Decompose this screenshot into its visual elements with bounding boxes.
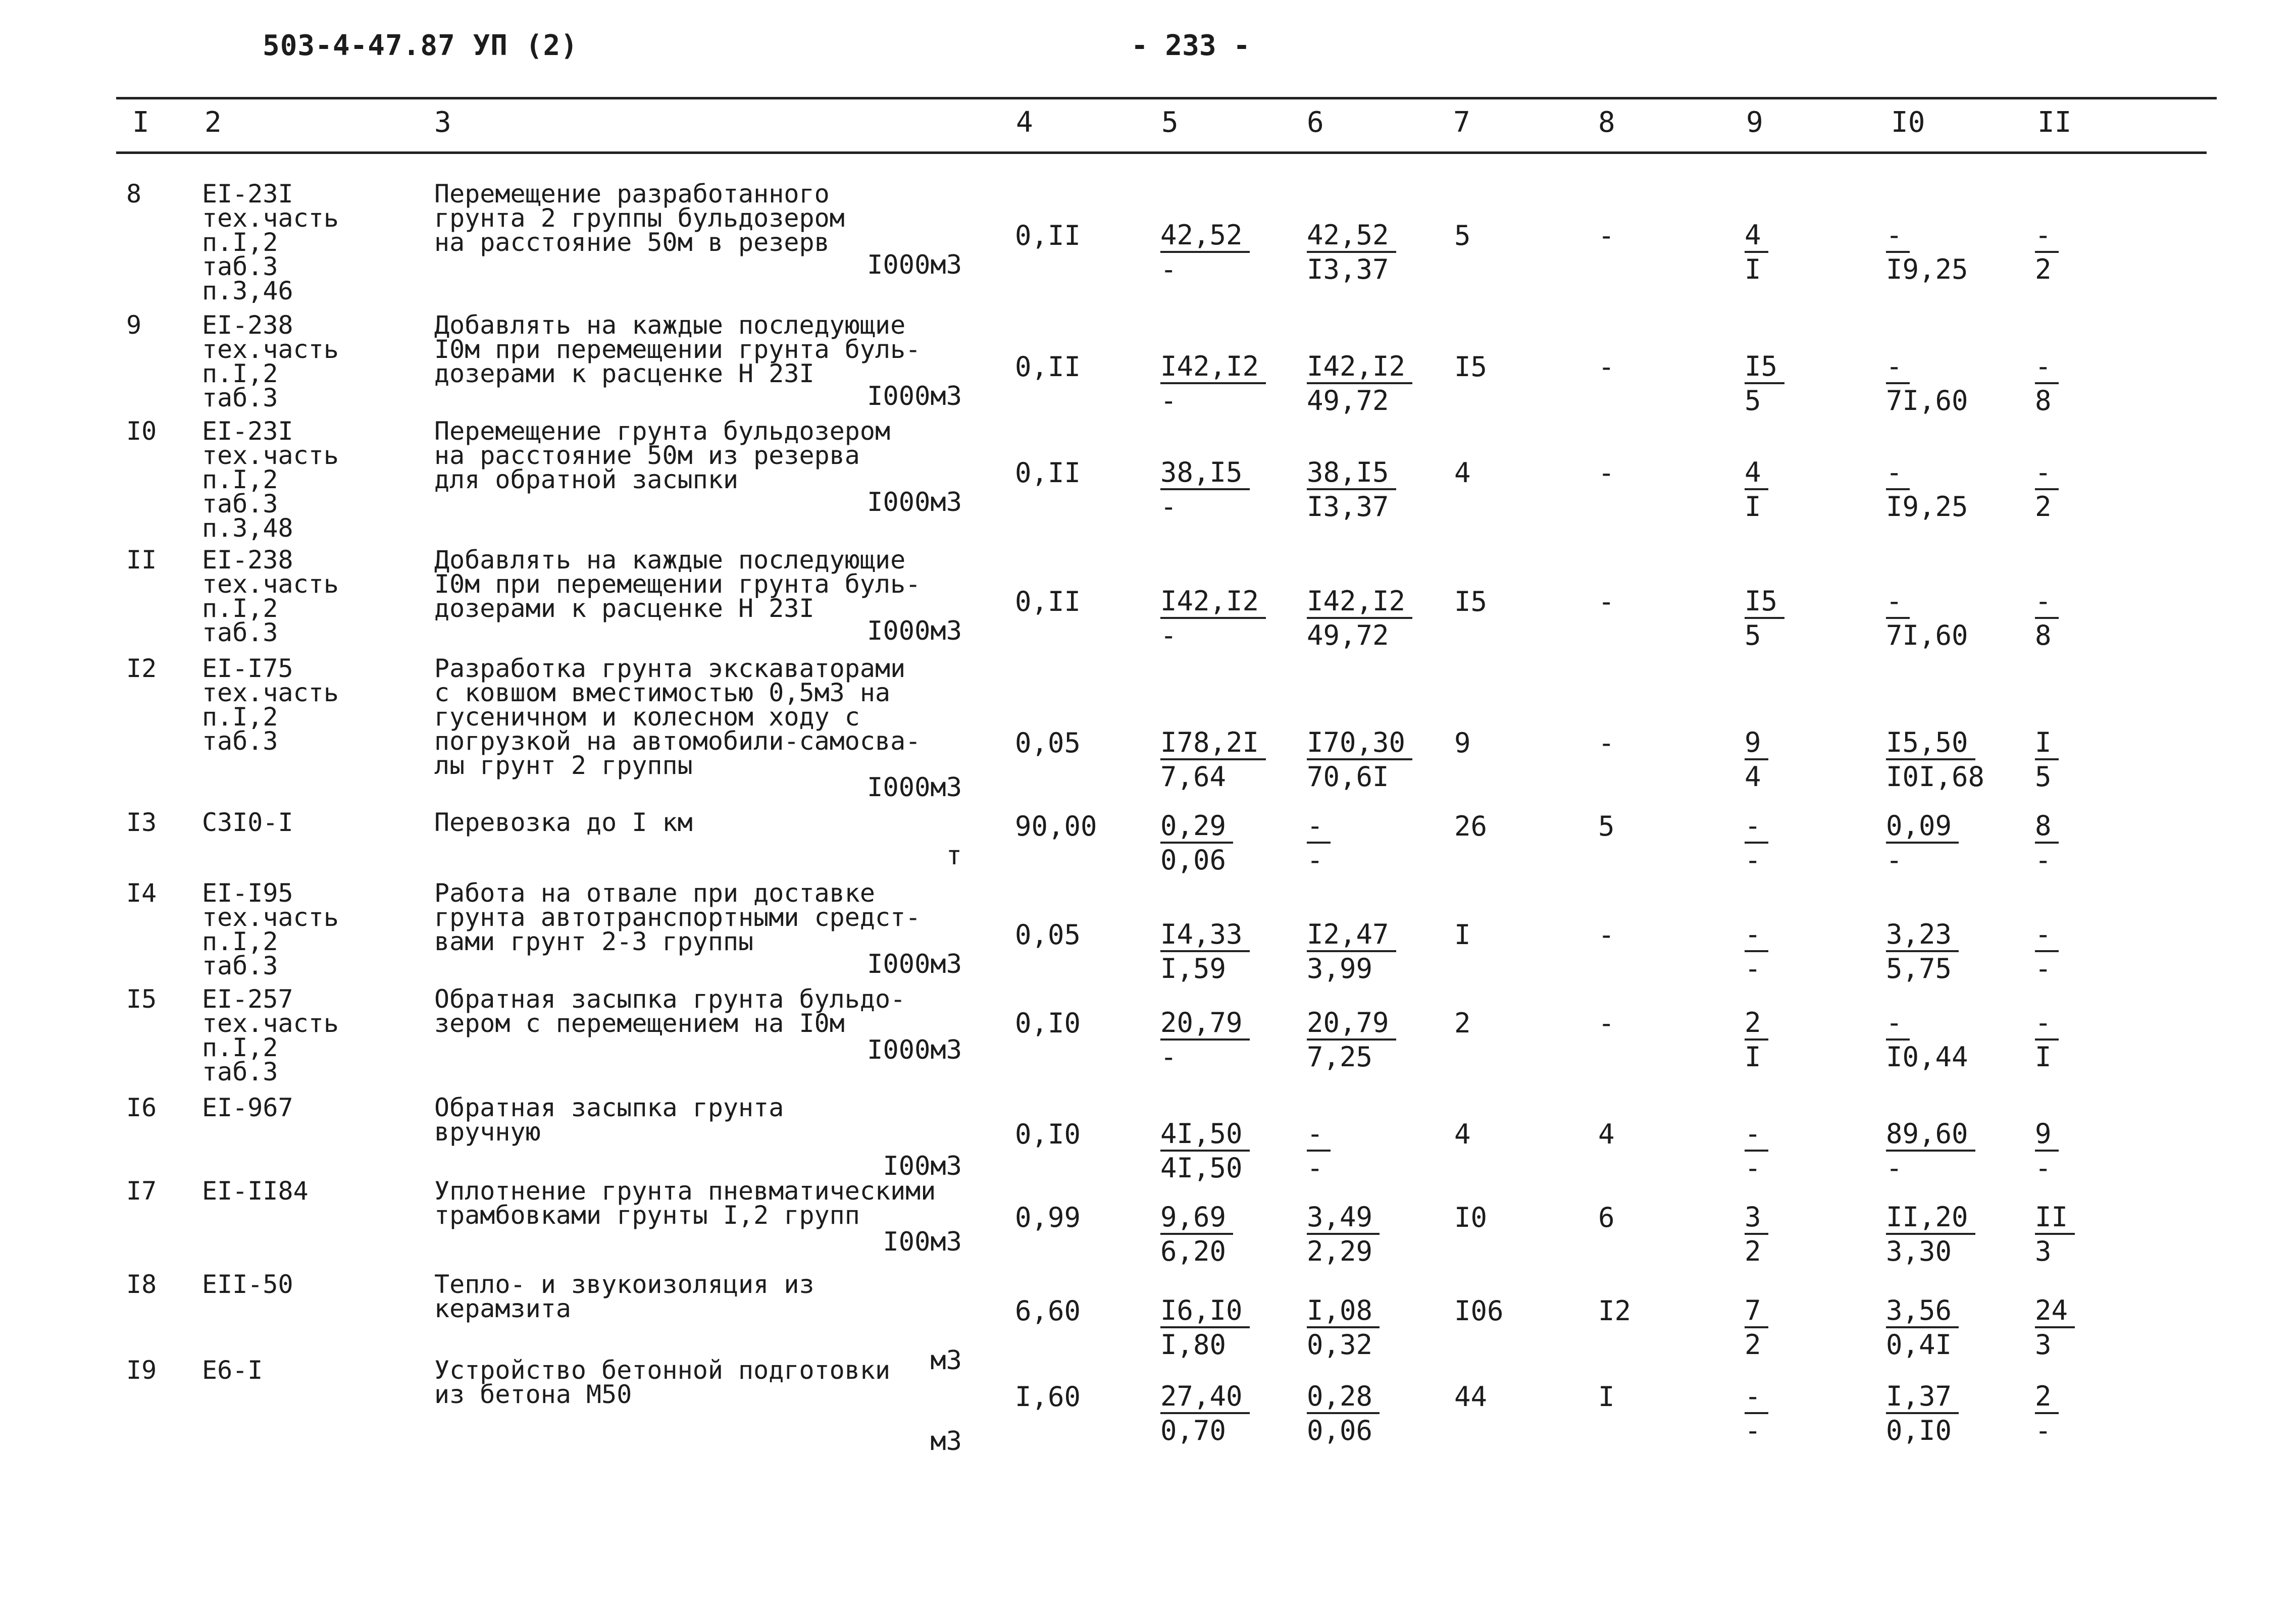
c8-value: -	[1598, 586, 1615, 617]
row-number: I4	[126, 878, 157, 908]
c9-upper-value: -	[1745, 1118, 1768, 1152]
measure-unit: м3	[930, 1345, 962, 1376]
norm-code: E6-I	[202, 1356, 263, 1385]
c9-upper-value: 2	[1745, 1007, 1768, 1041]
document-header	[0, 0, 2296, 101]
measure-unit: I00м3	[883, 1227, 962, 1257]
c6-upper-value: I2,47	[1307, 919, 1396, 952]
c9-lower-value: I	[1745, 253, 1761, 285]
c7-value: 9	[1454, 727, 1471, 759]
c5-lower-value: -	[1160, 253, 1177, 285]
c8-value: I2	[1598, 1295, 1631, 1327]
work-description: Работа на отвале при доставке грунта автотранспортными средст- вами грунт 2-3 группы	[434, 878, 921, 956]
c6-lower-value: 0,32	[1307, 1329, 1373, 1361]
c6-upper-value: 20,79	[1307, 1007, 1396, 1041]
c6-lower-value: 2,29	[1307, 1235, 1373, 1267]
row-number: I7	[126, 1176, 157, 1206]
col-header-9: 9	[1746, 106, 1763, 139]
row-number: 9	[126, 310, 142, 340]
c6-upper-value: -	[1307, 810, 1331, 844]
c6-upper-value: I42,I2	[1307, 351, 1412, 384]
c10-lower-value: 7I,60	[1886, 619, 1968, 651]
c9-upper-value: I5	[1745, 586, 1784, 619]
c7-value: I0	[1454, 1202, 1488, 1233]
c7-value: 44	[1454, 1381, 1488, 1413]
page-number: - 233 -	[1131, 29, 1251, 62]
c9-upper-value: 7	[1745, 1295, 1768, 1328]
document-code: 503-4-47.87 УП (2)	[263, 29, 578, 62]
c7-value: 4	[1454, 1118, 1471, 1150]
c11-lower-value: 2	[2035, 491, 2052, 523]
c6-upper-value: I,08	[1307, 1295, 1380, 1328]
c8-value: I	[1598, 1381, 1615, 1413]
work-description: Добавлять на каждые последующие I0м при перемещении грунта буль- дозерами к расценке Н 23I	[434, 545, 921, 623]
c10-lower-value: 0,I0	[1886, 1415, 1952, 1446]
c5-upper-value: 27,40	[1160, 1381, 1250, 1414]
c5-upper-value: 9,69	[1160, 1202, 1233, 1235]
norm-code: С3I0-I	[202, 808, 293, 837]
measure-unit: I000м3	[867, 616, 962, 646]
c10-lower-value: 0,4I	[1886, 1329, 1952, 1361]
col-header-8: 8	[1598, 106, 1615, 139]
c5-lower-value: I,59	[1160, 953, 1227, 984]
c7-value: 2	[1454, 1007, 1471, 1039]
c9-lower-value: -	[1745, 844, 1761, 876]
measure-unit: I000м3	[867, 772, 962, 803]
c8-value: 4	[1598, 1118, 1615, 1150]
work-description: Обратная засыпка грунта вручную	[434, 1093, 784, 1147]
measure-unit: м3	[930, 1426, 962, 1457]
c7-value: I	[1454, 919, 1471, 951]
c11-lower-value: -	[2035, 1415, 2052, 1446]
quantity: 0,II	[1015, 457, 1081, 489]
quantity: 0,I0	[1015, 1007, 1081, 1039]
c7-value: 4	[1454, 457, 1471, 489]
col-header-2: 2	[205, 106, 222, 139]
c6-lower-value: 0,06	[1307, 1415, 1373, 1446]
c10-upper-value: 3,56	[1886, 1295, 1959, 1328]
c10-upper-value: I,37	[1886, 1381, 1959, 1414]
top-rule	[116, 97, 2217, 99]
norm-code: EI-I95 тех.часть п.I,2 таб.3	[202, 878, 339, 980]
c10-upper-value: II,20	[1886, 1202, 1975, 1235]
norm-code: EI-23I тех.часть п.I,2 таб.3 п.3,46	[202, 179, 339, 305]
c9-upper-value: I5	[1745, 351, 1784, 384]
c5-upper-value: I6,I0	[1160, 1295, 1250, 1328]
work-description: Устройство бетонной подготовки из бетона М50	[434, 1356, 891, 1409]
header-rule	[116, 151, 2207, 154]
c9-upper-value: 4	[1745, 457, 1768, 490]
c9-lower-value: -	[1745, 1152, 1761, 1184]
row-number: I6	[126, 1093, 157, 1122]
c11-lower-value: 5	[2035, 761, 2052, 793]
row-number: II	[126, 545, 157, 575]
c8-value: 6	[1598, 1202, 1615, 1233]
c9-upper-value: 9	[1745, 727, 1768, 760]
c5-upper-value: I42,I2	[1160, 351, 1266, 384]
c11-lower-value: I	[2035, 1041, 2052, 1073]
c6-lower-value: I3,37	[1307, 491, 1389, 523]
c6-lower-value: 49,72	[1307, 385, 1389, 417]
c9-lower-value: 5	[1745, 619, 1761, 651]
c10-upper-value: -	[1886, 457, 1910, 490]
c11-upper-value: 9	[2035, 1118, 2059, 1152]
c7-value: I06	[1454, 1295, 1504, 1327]
work-description: Разработка грунта экскаваторами с ковшом вместимостью 0,5м3 на гусеничном и колесном ходу с погрузкой на автомобили-самосва- лы грунт 2 группы	[434, 654, 921, 780]
c10-lower-value: -	[1886, 1152, 1903, 1184]
c6-lower-value: -	[1307, 844, 1323, 876]
c8-value: -	[1598, 1007, 1615, 1039]
quantity: 0,II	[1015, 220, 1081, 251]
c5-upper-value: I42,I2	[1160, 586, 1266, 619]
quantity: 0,05	[1015, 727, 1081, 759]
col-header-6: 6	[1307, 106, 1324, 139]
col-header-10: I0	[1891, 106, 1925, 139]
c7-value: 26	[1454, 810, 1488, 842]
c6-upper-value: 0,28	[1307, 1381, 1380, 1414]
c7-value: 5	[1454, 220, 1471, 251]
c6-upper-value: I70,30	[1307, 727, 1412, 760]
work-description: Уплотнение грунта пневматическими трамбовками грунты I,2 групп	[434, 1176, 936, 1230]
c5-lower-value: 0,70	[1160, 1415, 1227, 1446]
col-header-7: 7	[1453, 106, 1470, 139]
c10-upper-value: 0,09	[1886, 810, 1959, 844]
c11-upper-value: -	[2035, 457, 2059, 490]
c11-upper-value: -	[2035, 919, 2059, 952]
c9-lower-value: I	[1745, 491, 1761, 523]
quantity: I,60	[1015, 1381, 1081, 1413]
c10-lower-value: I0,44	[1886, 1041, 1968, 1073]
row-number: 8	[126, 179, 142, 209]
c5-lower-value: I,80	[1160, 1329, 1227, 1361]
c5-lower-value: -	[1160, 491, 1177, 523]
col-header-3: 3	[434, 106, 451, 139]
norm-code: EI-II84	[202, 1176, 309, 1206]
c10-upper-value: -	[1886, 1007, 1910, 1041]
work-description: Перемещение разработанного грунта 2 группы бульдозером на расстояние 50м в резерв	[434, 179, 845, 257]
c11-upper-value: I	[2035, 727, 2059, 760]
quantity: 0,II	[1015, 351, 1081, 383]
c10-lower-value: I0I,68	[1886, 761, 1985, 793]
c10-lower-value: -	[1886, 844, 1903, 876]
c11-upper-value: -	[2035, 1007, 2059, 1041]
c11-upper-value: 8	[2035, 810, 2059, 844]
work-description: Перевозка до I км	[434, 808, 693, 837]
c5-upper-value: I4,33	[1160, 919, 1250, 952]
c8-value: -	[1598, 220, 1615, 251]
norm-code: EI-I75 тех.часть п.I,2 таб.3	[202, 654, 339, 756]
norm-code: EI-257 тех.часть п.I,2 таб.3	[202, 984, 339, 1086]
c10-lower-value: I9,25	[1886, 253, 1968, 285]
measure-unit: I000м3	[867, 949, 962, 979]
c9-upper-value: -	[1745, 919, 1768, 952]
c6-upper-value: I42,I2	[1307, 586, 1412, 619]
c11-lower-value: 3	[2035, 1329, 2052, 1361]
c9-upper-value: -	[1745, 1381, 1768, 1414]
c11-lower-value: -	[2035, 1152, 2052, 1184]
c10-lower-value: I9,25	[1886, 491, 1968, 523]
c6-lower-value: 49,72	[1307, 619, 1389, 651]
c5-upper-value: 0,29	[1160, 810, 1233, 844]
c11-lower-value: -	[2035, 953, 2052, 984]
c5-lower-value: -	[1160, 385, 1177, 417]
c11-upper-value: II	[2035, 1202, 2075, 1235]
c8-value: -	[1598, 727, 1615, 759]
c9-lower-value: -	[1745, 1415, 1761, 1446]
c9-lower-value: -	[1745, 953, 1761, 984]
measure-unit: I00м3	[883, 1151, 962, 1181]
c11-upper-value: 24	[2035, 1295, 2075, 1328]
c6-upper-value: -	[1307, 1118, 1331, 1152]
c11-upper-value: -	[2035, 351, 2059, 384]
c10-upper-value: -	[1886, 220, 1910, 253]
quantity: 0,99	[1015, 1202, 1081, 1233]
c5-lower-value: 7,64	[1160, 761, 1227, 793]
norm-code: EI-238 тех.часть п.I,2 таб.3	[202, 310, 339, 412]
col-header-11: II	[2037, 106, 2072, 139]
c5-lower-value: 4I,50	[1160, 1152, 1243, 1184]
c6-lower-value: 70,6I	[1307, 761, 1389, 793]
c6-upper-value: 42,52	[1307, 220, 1396, 253]
c8-value: -	[1598, 919, 1615, 951]
c10-lower-value: 5,75	[1886, 953, 1952, 984]
c5-upper-value: 42,52	[1160, 220, 1250, 253]
c9-lower-value: I	[1745, 1041, 1761, 1073]
c5-lower-value: -	[1160, 619, 1177, 651]
c9-upper-value: 4	[1745, 220, 1768, 253]
c6-lower-value: 7,25	[1307, 1041, 1373, 1073]
c7-value: I5	[1454, 351, 1488, 383]
c10-upper-value: -	[1886, 586, 1910, 619]
measure-unit: I000м3	[867, 1035, 962, 1065]
c10-upper-value: 3,23	[1886, 919, 1959, 952]
c11-lower-value: 8	[2035, 619, 2052, 651]
c5-upper-value: I78,2I	[1160, 727, 1266, 760]
c9-lower-value: 5	[1745, 385, 1761, 417]
c9-lower-value: 2	[1745, 1329, 1761, 1361]
c8-value: -	[1598, 457, 1615, 489]
row-number: I9	[126, 1356, 157, 1385]
c8-value: 5	[1598, 810, 1615, 842]
quantity: 90,00	[1015, 810, 1097, 842]
c5-lower-value: 6,20	[1160, 1235, 1227, 1267]
c6-lower-value: -	[1307, 1152, 1323, 1184]
col-header-1: I	[132, 106, 149, 139]
work-description: Тепло- и звукоизоляция из керамзита	[434, 1270, 814, 1323]
norm-code: EI-23I тех.часть п.I,2 таб.3 п.3,48	[202, 417, 339, 543]
row-number: I5	[126, 984, 157, 1014]
c10-upper-value: -	[1886, 351, 1910, 384]
c5-upper-value: 4I,50	[1160, 1118, 1250, 1152]
measure-unit: I000м3	[867, 250, 962, 280]
row-number: I8	[126, 1270, 157, 1299]
work-description: Обратная засыпка грунта бульдо- зером с перемещением на I0м	[434, 984, 906, 1038]
norm-code: EI-238 тех.часть п.I,2 таб.3	[202, 545, 339, 647]
norm-code: EII-50	[202, 1270, 293, 1299]
c10-upper-value: 89,60	[1886, 1118, 1975, 1152]
c11-upper-value: -	[2035, 586, 2059, 619]
c10-lower-value: 3,30	[1886, 1235, 1952, 1267]
c9-lower-value: 2	[1745, 1235, 1761, 1267]
measure-unit: I000м3	[867, 487, 962, 517]
c11-lower-value: 3	[2035, 1235, 2052, 1267]
col-header-5: 5	[1161, 106, 1179, 139]
c11-lower-value: 8	[2035, 385, 2052, 417]
c5-lower-value: -	[1160, 1041, 1177, 1073]
quantity: 0,I0	[1015, 1118, 1081, 1150]
row-number: I2	[126, 654, 157, 683]
c6-lower-value: I3,37	[1307, 253, 1389, 285]
c5-lower-value: 0,06	[1160, 844, 1227, 876]
work-description: Добавлять на каждые последующие I0м при перемещении грунта буль- дозерами к расценке Н 23I	[434, 310, 921, 388]
c10-upper-value: I5,50	[1886, 727, 1975, 760]
c5-upper-value: 38,I5	[1160, 457, 1250, 490]
norm-code: EI-967	[202, 1093, 293, 1122]
c11-upper-value: -	[2035, 220, 2059, 253]
c6-lower-value: 3,99	[1307, 953, 1373, 984]
work-description: Перемещение грунта бульдозером на расстояние 50м из резерва для обратной засыпки	[434, 417, 891, 494]
c8-value: -	[1598, 351, 1615, 383]
c10-lower-value: 7I,60	[1886, 385, 1968, 417]
c9-upper-value: -	[1745, 810, 1768, 844]
c9-upper-value: 3	[1745, 1202, 1768, 1235]
row-number: I0	[126, 417, 157, 446]
row-number: I3	[126, 808, 157, 837]
c5-upper-value: 20,79	[1160, 1007, 1250, 1041]
col-header-4: 4	[1016, 106, 1033, 139]
measure-unit: т	[946, 841, 962, 871]
quantity: 0,II	[1015, 586, 1081, 617]
c7-value: I5	[1454, 586, 1488, 617]
c11-lower-value: -	[2035, 844, 2052, 876]
measure-unit: I000м3	[867, 381, 962, 411]
c11-lower-value: 2	[2035, 253, 2052, 285]
c6-upper-value: 38,I5	[1307, 457, 1396, 490]
quantity: 0,05	[1015, 919, 1081, 951]
c11-upper-value: 2	[2035, 1381, 2059, 1414]
c6-upper-value: 3,49	[1307, 1202, 1380, 1235]
c9-lower-value: 4	[1745, 761, 1761, 793]
quantity: 6,60	[1015, 1295, 1081, 1327]
